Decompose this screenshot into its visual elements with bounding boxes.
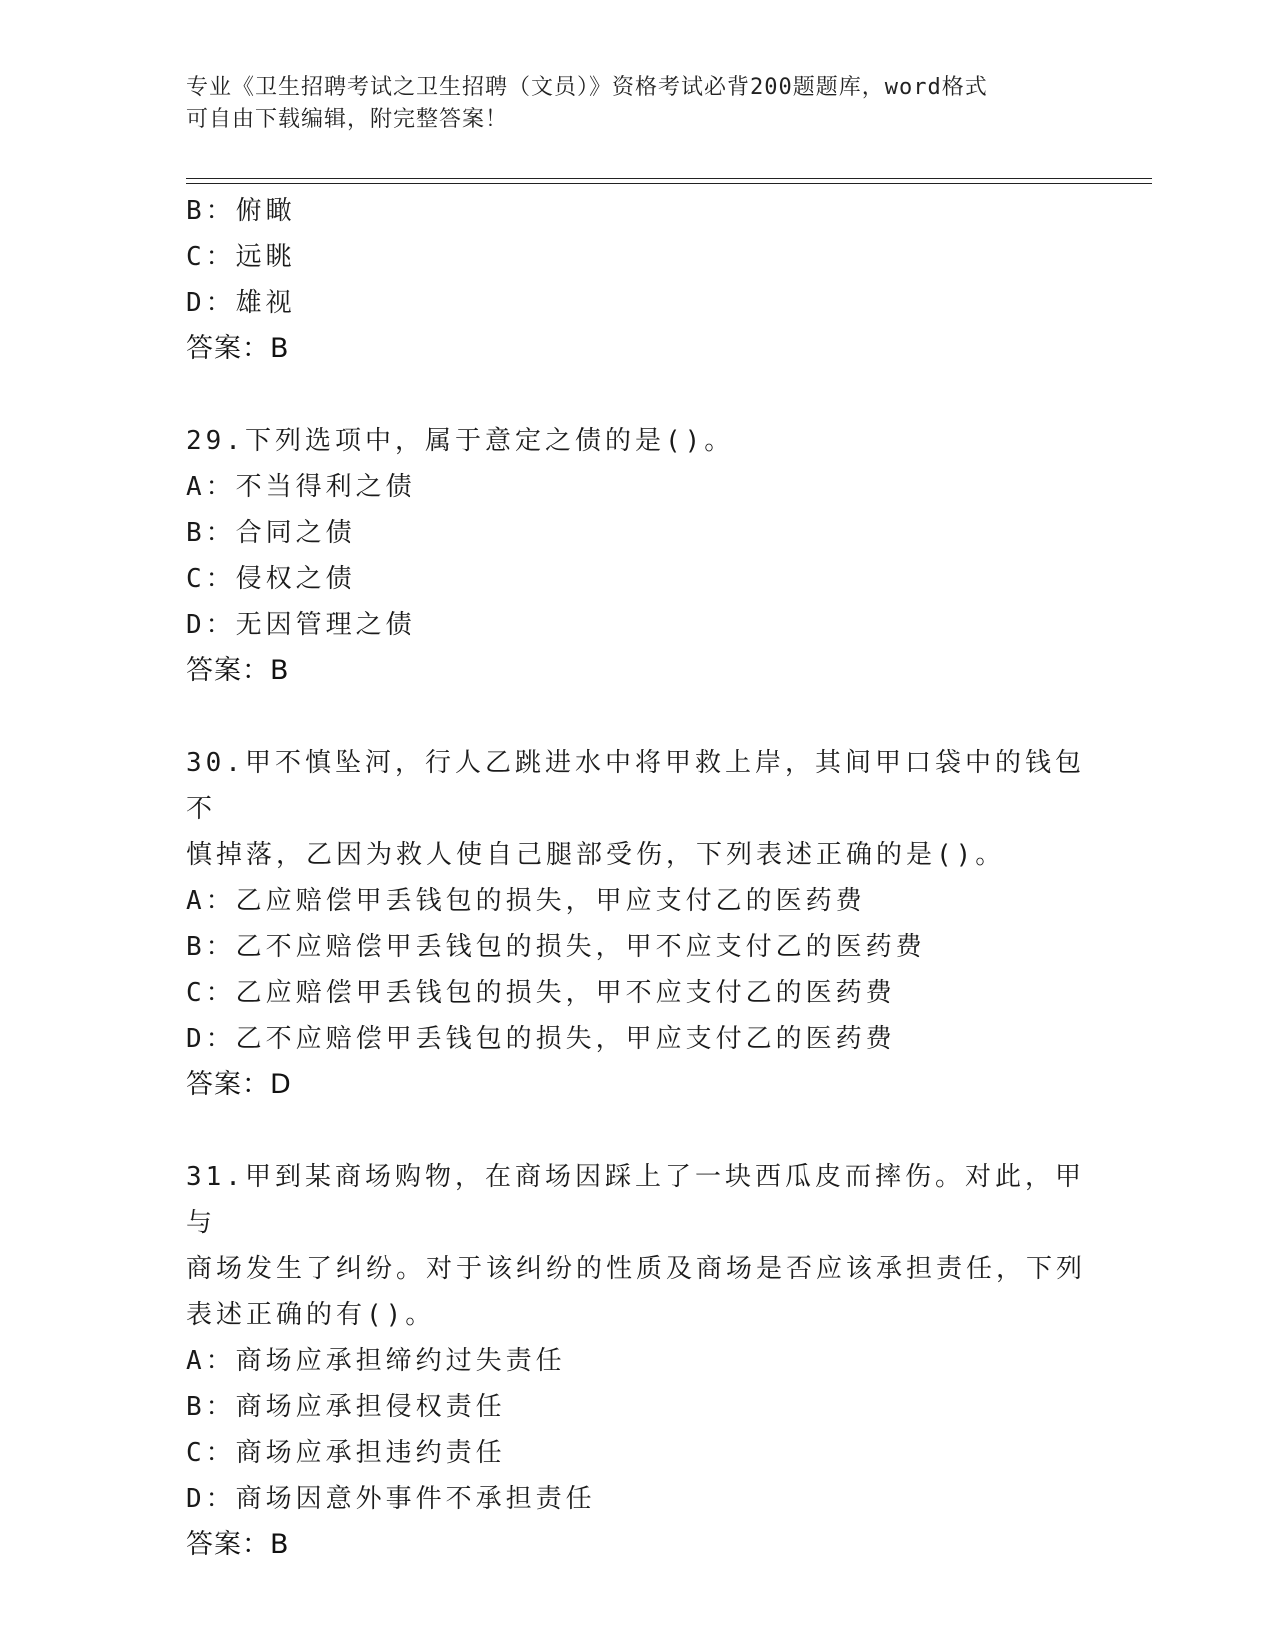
option-b: B：乙不应赔偿甲丢钱包的损失，甲不应支付乙的医药费 bbox=[186, 932, 926, 962]
answer-line: 答案：B bbox=[186, 1529, 290, 1560]
answer-line: 答案：B bbox=[186, 333, 290, 364]
question-text-line-1: 31.甲到某商场购物，在商场因踩上了一块西瓜皮而摔伤。对此，甲与 bbox=[186, 1162, 1085, 1238]
header-divider-top bbox=[186, 178, 1152, 179]
option-b: B：商场应承担侵权责任 bbox=[186, 1392, 506, 1422]
option-b: B：合同之债 bbox=[186, 518, 356, 548]
option-c: C：侵权之债 bbox=[186, 564, 356, 594]
option-d: D：乙不应赔偿甲丢钱包的损失，甲应支付乙的医药费 bbox=[186, 1024, 896, 1054]
option-c: C：商场应承担违约责任 bbox=[186, 1438, 506, 1468]
header-divider-bottom bbox=[186, 183, 1152, 184]
document-header bbox=[186, 72, 1066, 136]
option-c: C：远眺 bbox=[186, 242, 296, 272]
answer-line: 答案：D bbox=[186, 1069, 292, 1100]
option-a: A：不当得利之债 bbox=[186, 472, 416, 502]
question-list bbox=[186, 188, 1086, 1568]
option-b: B：俯瞰 bbox=[186, 196, 296, 226]
option-d: D：雄视 bbox=[186, 288, 296, 318]
option-a: A：商场应承担缔约过失责任 bbox=[186, 1346, 566, 1376]
question-28-continued bbox=[186, 188, 1086, 372]
question-31 bbox=[186, 1154, 1086, 1568]
option-d: D：无因管理之债 bbox=[186, 610, 416, 640]
question-text-line-2: 慎掉落，乙因为救人使自己腿部受伤，下列表述正确的是()。 bbox=[186, 840, 1006, 870]
option-a: A：乙应赔偿甲丢钱包的损失，甲应支付乙的医药费 bbox=[186, 886, 866, 916]
option-d: D：商场因意外事件不承担责任 bbox=[186, 1484, 596, 1514]
question-text-line-3: 表述正确的有()。 bbox=[186, 1300, 436, 1330]
header-line-2: 可自由下载编辑，附完整答案！ bbox=[186, 107, 509, 132]
question-30 bbox=[186, 740, 1086, 1108]
question-29 bbox=[186, 418, 1086, 694]
question-text: 29.下列选项中，属于意定之债的是()。 bbox=[186, 426, 735, 456]
answer-line: 答案：B bbox=[186, 655, 290, 686]
question-text-line-2: 商场发生了纠纷。对于该纠纷的性质及商场是否应该承担责任，下列 bbox=[186, 1254, 1087, 1284]
question-text-line-1: 30.甲不慎坠河，行人乙跳进水中将甲救上岸，其间甲口袋中的钱包不 bbox=[186, 748, 1085, 824]
header-line-1: 专业《卫生招聘考试之卫生招聘（文员）》资格考试必背200题题库，word格式 bbox=[186, 75, 988, 100]
option-c: C：乙应赔偿甲丢钱包的损失，甲不应支付乙的医药费 bbox=[186, 978, 896, 1008]
